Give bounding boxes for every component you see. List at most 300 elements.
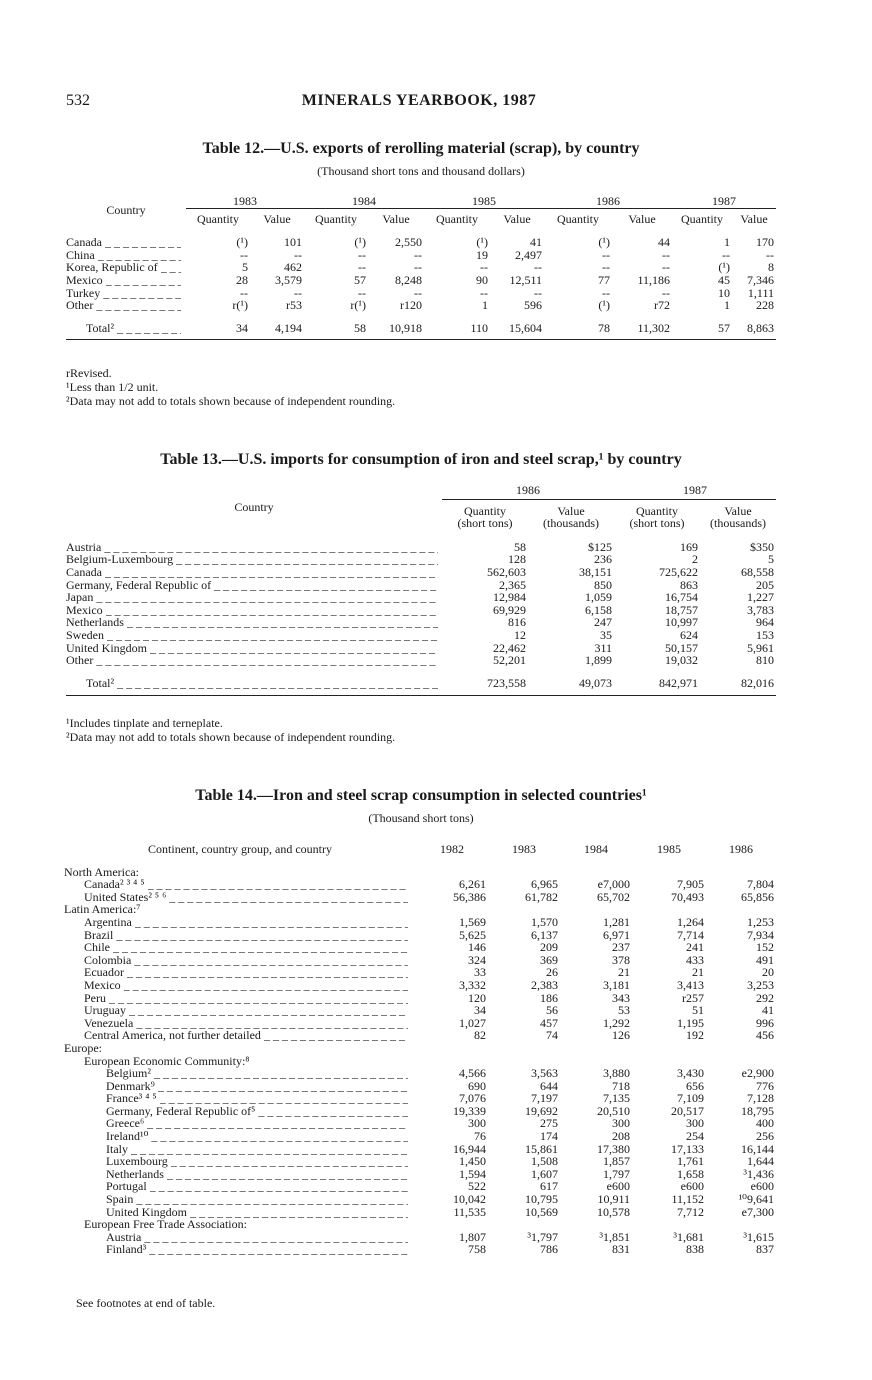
t13-cell: 58 xyxy=(514,539,526,554)
t14-cell: 16,144 xyxy=(741,1141,774,1156)
t13-quantity-header: Quantity xyxy=(464,503,506,518)
t13-cell: 1,899 xyxy=(585,653,612,668)
t14-cell: 1,253 xyxy=(747,914,774,929)
t12-total-cell: 110 xyxy=(424,322,490,340)
t12-cell: r120 xyxy=(400,298,422,313)
t12-cell: -- xyxy=(662,260,670,275)
t12-cell: 462 xyxy=(284,260,302,275)
t14-cell: 21 xyxy=(618,965,630,980)
t13-row xyxy=(66,629,776,642)
t13-quantity-header: Quantity xyxy=(636,503,678,518)
t14-country-text: Belgium² xyxy=(106,1066,151,1081)
t14-cell: 7,804 xyxy=(747,877,774,892)
t14-cell: 10,795 xyxy=(525,1192,558,1207)
t14-header-row xyxy=(64,838,776,860)
t12-total-row xyxy=(66,322,776,340)
t13-cell: 562,603 xyxy=(487,564,526,579)
t14-row xyxy=(64,1130,776,1143)
t13-cell: 169 xyxy=(680,539,698,554)
t14-cell: 26 xyxy=(546,965,558,980)
t14-cell: 617 xyxy=(540,1179,558,1194)
t14-country-text: Portugal xyxy=(106,1179,147,1194)
t14-cell: 1,797 xyxy=(603,1166,630,1181)
t14-row xyxy=(64,916,776,929)
t14-cell: 120 xyxy=(468,990,486,1005)
t12-country-header: Country xyxy=(106,202,146,217)
t14-cell: ³1,851 xyxy=(599,1229,630,1244)
t12-country xyxy=(66,299,186,312)
t13-row xyxy=(66,654,776,667)
t14-country xyxy=(64,1029,416,1042)
t14-year-1986: 1986 xyxy=(729,842,753,856)
dot-leader xyxy=(151,1130,408,1143)
t13-footnote: ²Data may not add to totals shown because of independent rounding. xyxy=(66,730,396,744)
t14-cell: 1,264 xyxy=(677,914,704,929)
t12-cell: r72 xyxy=(654,298,670,313)
table12-subtitle: (Thousand short tons and thousand dollars) xyxy=(317,164,525,178)
t12-row xyxy=(66,236,776,249)
t14-country-text: Brazil xyxy=(84,927,114,942)
t13-cell: 10,997 xyxy=(665,615,698,630)
t12-cell: -- xyxy=(602,260,610,275)
t14-cell: 11,535 xyxy=(453,1204,486,1219)
t14-cell: 1,594 xyxy=(459,1166,486,1181)
t12-cell: -- xyxy=(480,285,488,300)
dot-leader xyxy=(147,1117,408,1130)
t13-cell: 128 xyxy=(508,552,526,567)
t12-cell: 5 xyxy=(242,260,248,275)
t12-country-text: Turkey xyxy=(66,285,101,300)
t12-total-cell: 78 xyxy=(544,322,612,340)
t12-cell: 12,511 xyxy=(509,272,542,287)
t14-cell: 1,658 xyxy=(677,1166,704,1181)
t12-row xyxy=(66,274,776,287)
t12-country-text: Canada xyxy=(66,235,102,250)
dot-leader xyxy=(116,929,408,942)
t13-cell: 247 xyxy=(594,615,612,630)
t14-country-text: Ireland¹⁰ xyxy=(106,1129,149,1144)
t14-row xyxy=(64,1117,776,1130)
t14-row xyxy=(64,1105,776,1118)
t13-country-text: Canada xyxy=(66,564,102,579)
t12-year-row xyxy=(66,192,776,208)
t12-cell: 3,579 xyxy=(275,272,302,287)
t12-cell: -- xyxy=(294,285,302,300)
t12-total-cell: 11,302 xyxy=(612,322,672,340)
t12-cell: -- xyxy=(358,260,366,275)
t12-cell: (¹) xyxy=(236,235,248,250)
dot-leader xyxy=(258,1105,408,1118)
t14-cell: 61,782 xyxy=(525,889,558,904)
t14-cell: 522 xyxy=(468,1179,486,1194)
t13-country-text: Sweden xyxy=(66,627,104,642)
t14-country-text: France³ ⁴ ⁵ xyxy=(106,1091,157,1106)
t14-cell: 1,508 xyxy=(531,1154,558,1169)
t12-value-header: Value xyxy=(503,211,531,226)
table12-title: Table 12.—U.S. exports of rerolling material (scrap), by country xyxy=(202,140,640,157)
page-header xyxy=(66,92,772,114)
t14-cell: 11,152 xyxy=(671,1192,704,1207)
t12-country-text: China xyxy=(66,247,95,262)
t12-country-text: Mexico xyxy=(66,272,103,287)
t12-cell: -- xyxy=(602,247,610,262)
t14-cell: 208 xyxy=(612,1129,630,1144)
t13-total-label xyxy=(66,677,442,696)
t13-quantity-unit: (short tons) xyxy=(629,516,685,531)
t14-cell: ³1,436 xyxy=(743,1166,774,1181)
t13-cell: 850 xyxy=(594,577,612,592)
t12-year-1986: 1986 xyxy=(544,192,672,208)
t14-cell: 6,137 xyxy=(531,927,558,942)
t14-row xyxy=(64,1243,776,1256)
t14-cell: 65,702 xyxy=(597,889,630,904)
t14-cell: 433 xyxy=(686,952,704,967)
t14-cell: 1,027 xyxy=(459,1015,486,1030)
t14-cell: 70,493 xyxy=(671,889,704,904)
t14-country-text: Ecuador xyxy=(84,965,124,980)
t14-country-text: Spain xyxy=(106,1192,134,1207)
t13-value-header: Value xyxy=(557,503,585,518)
t12-total-cell: 34 xyxy=(186,322,250,340)
t14-row xyxy=(64,1029,776,1042)
t12-country-text: Other xyxy=(66,298,94,313)
t14-cell: 186 xyxy=(540,990,558,1005)
t13-country-text: Netherlands xyxy=(66,615,124,630)
table14-title: Table 14.—Iron and steel scrap consumption in selected countries¹ xyxy=(195,787,647,804)
t14-cell: 300 xyxy=(612,1116,630,1131)
t14-country-text: Finland³ xyxy=(106,1242,147,1257)
t14-country xyxy=(64,916,416,929)
t14-cell: 18,795 xyxy=(741,1103,774,1118)
t14-cell: 256 xyxy=(756,1129,774,1144)
t14-cell: r257 xyxy=(682,990,704,1005)
t13-cell: 6,158 xyxy=(585,602,612,617)
t12-footnote: ¹Less than 1/2 unit. xyxy=(66,380,159,394)
t13-year-row xyxy=(66,480,776,499)
t13-cell: 35 xyxy=(600,627,612,642)
dot-leader xyxy=(96,654,438,667)
t14-cell: 6,261 xyxy=(459,877,486,892)
t12-quantity-header: Quantity xyxy=(436,211,478,226)
t13-cell: 725,622 xyxy=(659,564,698,579)
t14-cell: e600 xyxy=(680,1179,704,1194)
t12-cell: -- xyxy=(722,247,730,262)
t12-cell: -- xyxy=(602,285,610,300)
t14-cell: 41 xyxy=(762,1003,774,1018)
t14-cell: 19,692 xyxy=(525,1103,558,1118)
dot-leader xyxy=(96,299,181,312)
t14-cell: 292 xyxy=(756,990,774,1005)
t14-cell: 74 xyxy=(546,1028,558,1043)
t14-country-text: Colombia xyxy=(84,952,132,967)
table12 xyxy=(66,192,776,340)
t12-cell: -- xyxy=(662,285,670,300)
t13-country xyxy=(66,654,442,667)
t14-cell: 7,197 xyxy=(531,1091,558,1106)
t13-cell: 5 xyxy=(768,552,774,567)
t14-country-text: Austria xyxy=(106,1229,142,1244)
running-title: MINERALS YEARBOOK, 1987 xyxy=(301,92,537,109)
t14-group-label xyxy=(64,1055,776,1068)
t12-cell: -- xyxy=(414,285,422,300)
t12-year-1983: 1983 xyxy=(186,192,304,208)
t14-group-label xyxy=(64,866,776,879)
t13-cell: 16,754 xyxy=(665,590,698,605)
t14-cell: 4,566 xyxy=(459,1066,486,1081)
t14-cell: e7,300 xyxy=(741,1204,774,1219)
t12-cell: -- xyxy=(534,260,542,275)
t12-cell: 77 xyxy=(598,272,610,287)
t14-group-label-text: European Free Trade Association: xyxy=(84,1217,247,1232)
t13-quantity-unit: (short tons) xyxy=(457,516,513,531)
t13-cell: 236 xyxy=(594,552,612,567)
table14-subtitle: (Thousand short tons) xyxy=(368,811,474,825)
t13-cell: 2,365 xyxy=(499,577,526,592)
t13-year-1986: 1986 xyxy=(442,480,614,499)
t14-cell: 241 xyxy=(686,940,704,955)
t14-row xyxy=(64,1067,776,1080)
t12-cell: 228 xyxy=(756,298,774,313)
t14-cell: 7,934 xyxy=(747,927,774,942)
t14-cell: 1,807 xyxy=(459,1229,486,1244)
t12-cell: -- xyxy=(240,285,248,300)
t14-country-text: Argentina xyxy=(84,914,132,929)
t14-country-text: Mexico xyxy=(84,977,121,992)
dot-leader xyxy=(150,642,438,655)
t13-cell: 1,059 xyxy=(585,590,612,605)
t12-total-label-text: Total² xyxy=(86,320,115,335)
t14-cell: 300 xyxy=(468,1116,486,1131)
t13-cell: 19,032 xyxy=(665,653,698,668)
dot-leader xyxy=(106,274,181,287)
t14-cell: 16,944 xyxy=(453,1141,486,1156)
t12-cell: 10 xyxy=(718,285,730,300)
t14-cell: e7,000 xyxy=(597,877,630,892)
t14-cell: 34 xyxy=(474,1003,486,1018)
t14-cell: 3,430 xyxy=(677,1066,704,1081)
t13-total-cell: 49,073 xyxy=(528,677,614,696)
t14-row xyxy=(64,1155,776,1168)
t14-cell: 343 xyxy=(612,990,630,1005)
table13-footnotes xyxy=(66,716,395,744)
t12-cell: 19 xyxy=(476,247,488,262)
t12-cell: -- xyxy=(414,260,422,275)
t13-cell: 22,462 xyxy=(493,640,526,655)
t13-value-unit: (thousands) xyxy=(710,516,766,531)
t14-cell: 6,965 xyxy=(531,877,558,892)
t14-row xyxy=(64,979,776,992)
dot-leader xyxy=(124,979,408,992)
dot-leader xyxy=(127,616,438,629)
t14-country-text: Venezuela xyxy=(84,1015,134,1030)
dot-leader xyxy=(96,591,438,604)
t14-cell: e600 xyxy=(606,1179,630,1194)
t14-country-text: Denmark⁹ xyxy=(106,1078,155,1093)
dot-leader xyxy=(149,1243,408,1256)
t14-country-text: Uruguay xyxy=(84,1003,126,1018)
t13-country-header: Country xyxy=(234,499,274,514)
t13-cell: 5,961 xyxy=(747,640,774,655)
t14-cell: 369 xyxy=(540,952,558,967)
t12-year-1984: 1984 xyxy=(304,192,424,208)
t14-cell: 15,861 xyxy=(525,1141,558,1156)
t12-cell: -- xyxy=(358,247,366,262)
t12-total-cell: 57 xyxy=(672,322,732,340)
t14-country-text: Canada² ³ ⁴ ⁵ xyxy=(84,877,145,892)
t14-year-1985: 1985 xyxy=(657,842,681,856)
t12-cell: -- xyxy=(358,285,366,300)
t14-cell: 300 xyxy=(686,1116,704,1131)
t12-footnote: ²Data may not add to totals shown because of independent rounding. xyxy=(66,394,396,408)
t14-cell: 400 xyxy=(756,1116,774,1131)
t12-cell: 28 xyxy=(236,272,248,287)
t14-country-text: United States² ⁵ ⁶ xyxy=(84,889,167,904)
t14-country-text: Germany, Federal Republic of⁵ xyxy=(106,1103,256,1118)
t12-quantity-header: Quantity xyxy=(557,211,599,226)
t14-group-label-text: Europe: xyxy=(64,1040,102,1055)
t14-country-text: Greece⁶ xyxy=(106,1116,145,1131)
t12-year-1987: 1987 xyxy=(672,192,776,208)
t14-cell: 56,386 xyxy=(453,889,486,904)
t12-cell: (¹) xyxy=(718,260,730,275)
t13-cell: 816 xyxy=(508,615,526,630)
t14-cell: 20,517 xyxy=(671,1103,704,1118)
t13-year-1987: 1987 xyxy=(614,480,776,499)
t14-row xyxy=(64,878,776,891)
t14-year-1984: 1984 xyxy=(584,842,608,856)
t14-row xyxy=(64,1004,776,1017)
t13-country-text: Germany, Federal Republic of xyxy=(66,577,212,592)
t14-cell: 7,135 xyxy=(603,1091,630,1106)
t12-cell: 8 xyxy=(768,260,774,275)
table13-title: Table 13.—U.S. imports for consumption of iron and steel scrap,¹ by country xyxy=(160,451,682,468)
dot-leader xyxy=(105,236,181,249)
t12-cell: -- xyxy=(480,260,488,275)
t12-cell: -- xyxy=(534,285,542,300)
t12-cell: (¹) xyxy=(476,235,488,250)
t14-row xyxy=(64,1231,776,1244)
dot-leader xyxy=(148,878,408,891)
t14-cell: 10,042 xyxy=(453,1192,486,1207)
t14-country xyxy=(64,1243,416,1256)
t14-cell: 17,133 xyxy=(671,1141,704,1156)
t12-total-label xyxy=(66,322,186,340)
t12-value-header: Value xyxy=(382,211,410,226)
t14-col-header: Continent, country group, and country xyxy=(148,842,332,856)
t14-cell: 174 xyxy=(540,1129,558,1144)
t14-cell: ¹⁰9,641 xyxy=(738,1192,774,1207)
t12-row xyxy=(66,299,776,312)
t13-cell: $125 xyxy=(588,539,612,554)
t14-cell: 838 xyxy=(686,1242,704,1257)
t14-row xyxy=(64,966,776,979)
t14-cell: 17,380 xyxy=(597,1141,630,1156)
t12-cell: 8,248 xyxy=(395,272,422,287)
t12-value-header: Value xyxy=(263,211,291,226)
t12-cell: (¹) xyxy=(598,298,610,313)
dot-leader xyxy=(113,941,408,954)
t13-cell: 50,157 xyxy=(665,640,698,655)
t12-quantity-header: Quantity xyxy=(315,211,357,226)
t12-cell: (¹) xyxy=(354,235,366,250)
t14-cell: 656 xyxy=(686,1078,704,1093)
t14-row xyxy=(64,1180,776,1193)
t14-cell: 19,339 xyxy=(453,1103,486,1118)
table14 xyxy=(64,838,776,1256)
t14-group-row xyxy=(64,866,776,879)
t14-cell: 1,569 xyxy=(459,914,486,929)
t12-cell: 1 xyxy=(724,298,730,313)
t14-country-text: Central America, not further detailed xyxy=(84,1028,261,1043)
t13-country xyxy=(66,591,442,604)
t12-cell: r(¹) xyxy=(350,298,366,313)
t12-cell: (¹) xyxy=(598,235,610,250)
t12-cell: 11,186 xyxy=(637,272,670,287)
t13-spacer xyxy=(66,534,776,541)
t14-cell: 3,181 xyxy=(603,977,630,992)
t13-cell: 624 xyxy=(680,627,698,642)
t14-cell: 6,971 xyxy=(603,927,630,942)
t13-country xyxy=(66,579,442,592)
t13-country xyxy=(66,616,442,629)
t14-cell: 491 xyxy=(756,952,774,967)
t14-country-text: Peru xyxy=(84,990,106,1005)
t14-cell: 51 xyxy=(692,1003,704,1018)
t13-cell: 3,783 xyxy=(747,602,774,617)
t12-cell: 101 xyxy=(284,235,302,250)
t14-cell: 456 xyxy=(756,1028,774,1043)
t12-cell: -- xyxy=(240,247,248,262)
t14-cell: 192 xyxy=(686,1028,704,1043)
t14-cell: 146 xyxy=(468,940,486,955)
t14-cell: 126 xyxy=(612,1028,630,1043)
t14-country-text: Netherlands xyxy=(106,1166,164,1181)
table12-footnotes xyxy=(66,366,395,408)
t14-cell: 1,281 xyxy=(603,914,630,929)
t14-cell: 378 xyxy=(612,952,630,967)
t14-cell: 644 xyxy=(540,1078,558,1093)
t14-country-text: United Kingdom xyxy=(106,1204,187,1219)
dot-leader xyxy=(167,1168,408,1181)
t12-cell: 170 xyxy=(756,235,774,250)
t14-cell: 776 xyxy=(756,1078,774,1093)
t13-footnote: ¹Includes tinplate and terneplate. xyxy=(66,716,223,730)
t14-row xyxy=(64,1080,776,1093)
t14-cell: 690 xyxy=(468,1078,486,1093)
t13-cell: 153 xyxy=(756,627,774,642)
t14-cell: 65,856 xyxy=(741,889,774,904)
t13-row xyxy=(66,591,776,604)
t12-total-cell: 8,863 xyxy=(732,322,776,340)
t13-total-cell: 723,558 xyxy=(442,677,528,696)
t14-cell: 152 xyxy=(756,940,774,955)
t14-cell: 7,905 xyxy=(677,877,704,892)
t14-row xyxy=(64,929,776,942)
t14-cell: 20,510 xyxy=(597,1103,630,1118)
t12-value-header: Value xyxy=(628,211,656,226)
t12-cell: 2,550 xyxy=(395,235,422,250)
t13-country-text: United Kingdom xyxy=(66,640,147,655)
t12-cell: 7,346 xyxy=(747,272,774,287)
dot-leader xyxy=(154,1067,408,1080)
t14-cell: 10,911 xyxy=(597,1192,630,1207)
dot-leader xyxy=(264,1029,408,1042)
t14-group-row xyxy=(64,1055,776,1068)
t12-quantity-header: Quantity xyxy=(681,211,723,226)
t14-cell: 237 xyxy=(612,940,630,955)
t13-cell: 69,929 xyxy=(493,602,526,617)
t14-cell: 275 xyxy=(540,1116,558,1131)
